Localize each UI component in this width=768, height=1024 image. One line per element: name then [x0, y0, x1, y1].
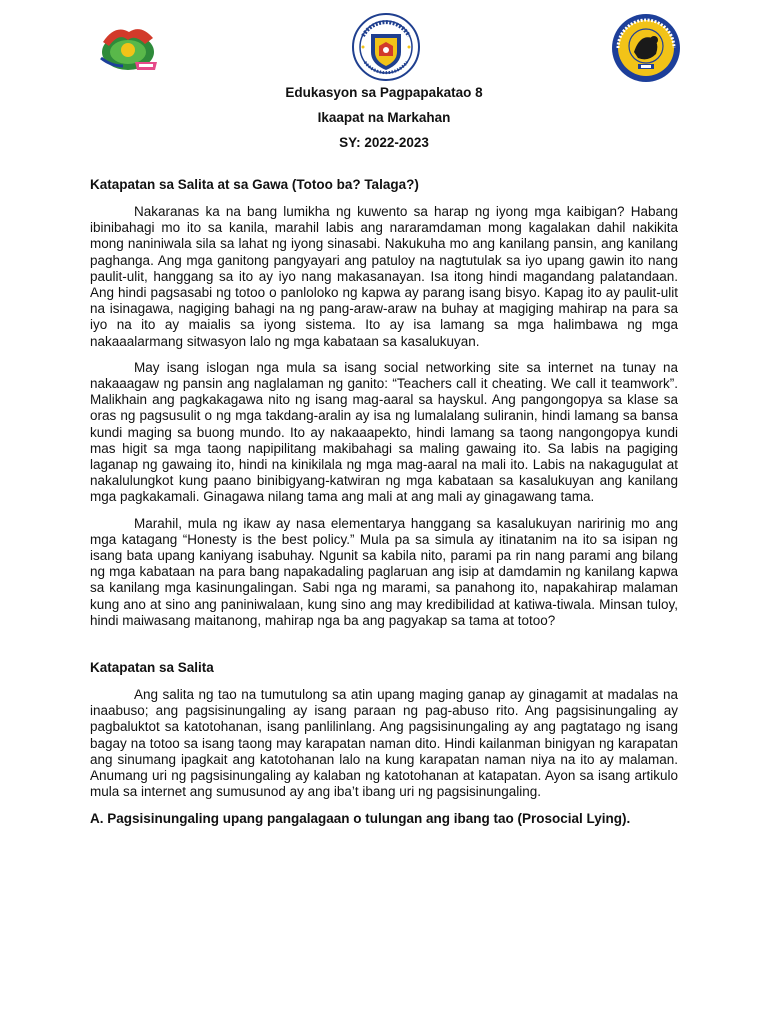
section-title-katapatan-salita-gawa: Katapatan sa Salita at sa Gawa (Totoo ba? Talaga?) — [90, 177, 419, 192]
subheading-prosocial-lying: A. Pagsisinungaling upang pangalagaan o tulungan ang ibang tao (Prosocial Lying). — [90, 810, 631, 826]
document-body — [90, 176, 678, 827]
paragraph: May isang islogan nga mula sa isang social networking site sa internet na tunay na nakaaagaw ng pansin ang naglalaman ng ganito: “Teachers call it cheating. We call it teamwork”. Malikhain ang pagkakagawa nito ng isang mag-aaral sa hayskul. Ang pangongopya sa klase sa oras ng pagsusulit o ng mga takdang-aralin ay isa ng lumalalang suliranin, hindi lamang sa bansa kundi maging sa buong mundo. Ito ay nakaaapekto, hindi lamang sa taong nangongopya kundi mas higit sa mga taong napipilitang makibahagi sa maling gawaing ito. Sa labis na pagiging laganap ng gawaing ito, hindi na kinikilala ng mga mag-aaral na mali ito. Labis na nakagugulat at nakalulungkot kung paano binibigyang-katwiran ng mga kabataan sa kasalukuyan ang kanilang mga pagkakamali. Ginagawa nilang tama ang mali at ang mali ay ginagawang tama. — [90, 359, 678, 505]
subject-title: Edukasyon sa Pagpapakatao 8 — [285, 85, 483, 100]
quarter-label: Ikaapat na Markahan — [317, 110, 451, 125]
school-year-label: SY: 2022-2023 — [339, 135, 429, 150]
school-of-science-and-technology-seal-icon — [610, 12, 682, 84]
logo-bar — [0, 12, 768, 76]
document-header — [0, 80, 768, 155]
paragraph: Nakaranas ka na bang lumikha ng kuwento sa harap ng iyong mga kaibigan? Habang ibinibahagi mo ito sa kanila, marahil labis ang nararamdaman mong kagalakan dahil nakikita mong naniniwala sila sa lahat ng iyong sinasabi. Nakukuha mo ang kanilang pansin, ang kanilang paghanga. Ang mga ganitong pangyayari ang patuloy na nagtutulak sa iyo upang gawin ito nang paulit-ulit, hanggang sa ito ay iyo nang makasanayan. Isa itong hindi magandang palatandaan. Ang hindi pagsasabi ng totoo o panloloko ng kapwa ay parang isang bisyo. Kapag ito ay paulit-ulit na isinagawa, nagiging bahagi na ng pang-araw-araw na buhay at magiging mahirap na para sa iyo na ito ay maialis sa iyong sistema. Ito ay isa lamang sa mga halimbawa ng mga nakaaalarmang sitwasyon lalo ng mga kabataan sa kasalukuyan. — [90, 204, 678, 349]
school-emblem-icon — [95, 22, 161, 74]
paragraph: Ang salita ng tao na tumutulong sa atin upang maging ganap ay ginagamit at madalas na inaabuso; ang pagsisinungaling ay isang paraan ng pag-abuso rito. Ang pagsisinungaling ay pagbaluktot sa katotohanan, isang panlilinlang. Ang pagsisinungaling ay ang pagtatago ng isang bagay na totoo sa isang taong may karapatan naman dito. Hindi kailanman binigyan ng karapatan ang sinumang ipagkait ang katotohanan lalo na kung karapatan naman niya na ito ay malaman. Anumang uri ng pagsisinungaling ay kalaban ng katotohanan at katapatan. Ayon sa isang artikulo mula sa internet ang sumusunod ay ang iba’t ibang uri ng pagsisinungaling. — [90, 687, 678, 800]
section-title-katapatan-salita: Katapatan sa Salita — [90, 660, 214, 676]
paragraph: Marahil, mula ng ikaw ay nasa elementarya hanggang sa kasalukuyan naririnig mo ang mga katagang “Honesty is the best policy.” Mula pa sa simula ay itinatanim na ito sa isipan ng isang bata upang kaniyang isabuhay. Ngunit sa kabila nito, parami pa rin nang parami ang bilang ng mga kabataan na para bang napakadaling paglaruan ang isip at damdamin ng kanilang kapwa sa kanilang mga kasinungalingan. Sabi nga ng marami, sa panahong ito, napakahirap malaman kung ano at sino ang paniniwalaan, kung sino ang may kredibilidad at katiwa-tiwala. Minsan tuloy, hindi maiwasang maitanong, mahirap nga ba ang pagyakap sa tama at totoo? — [90, 515, 678, 628]
deped-seal-icon — [349, 12, 423, 82]
